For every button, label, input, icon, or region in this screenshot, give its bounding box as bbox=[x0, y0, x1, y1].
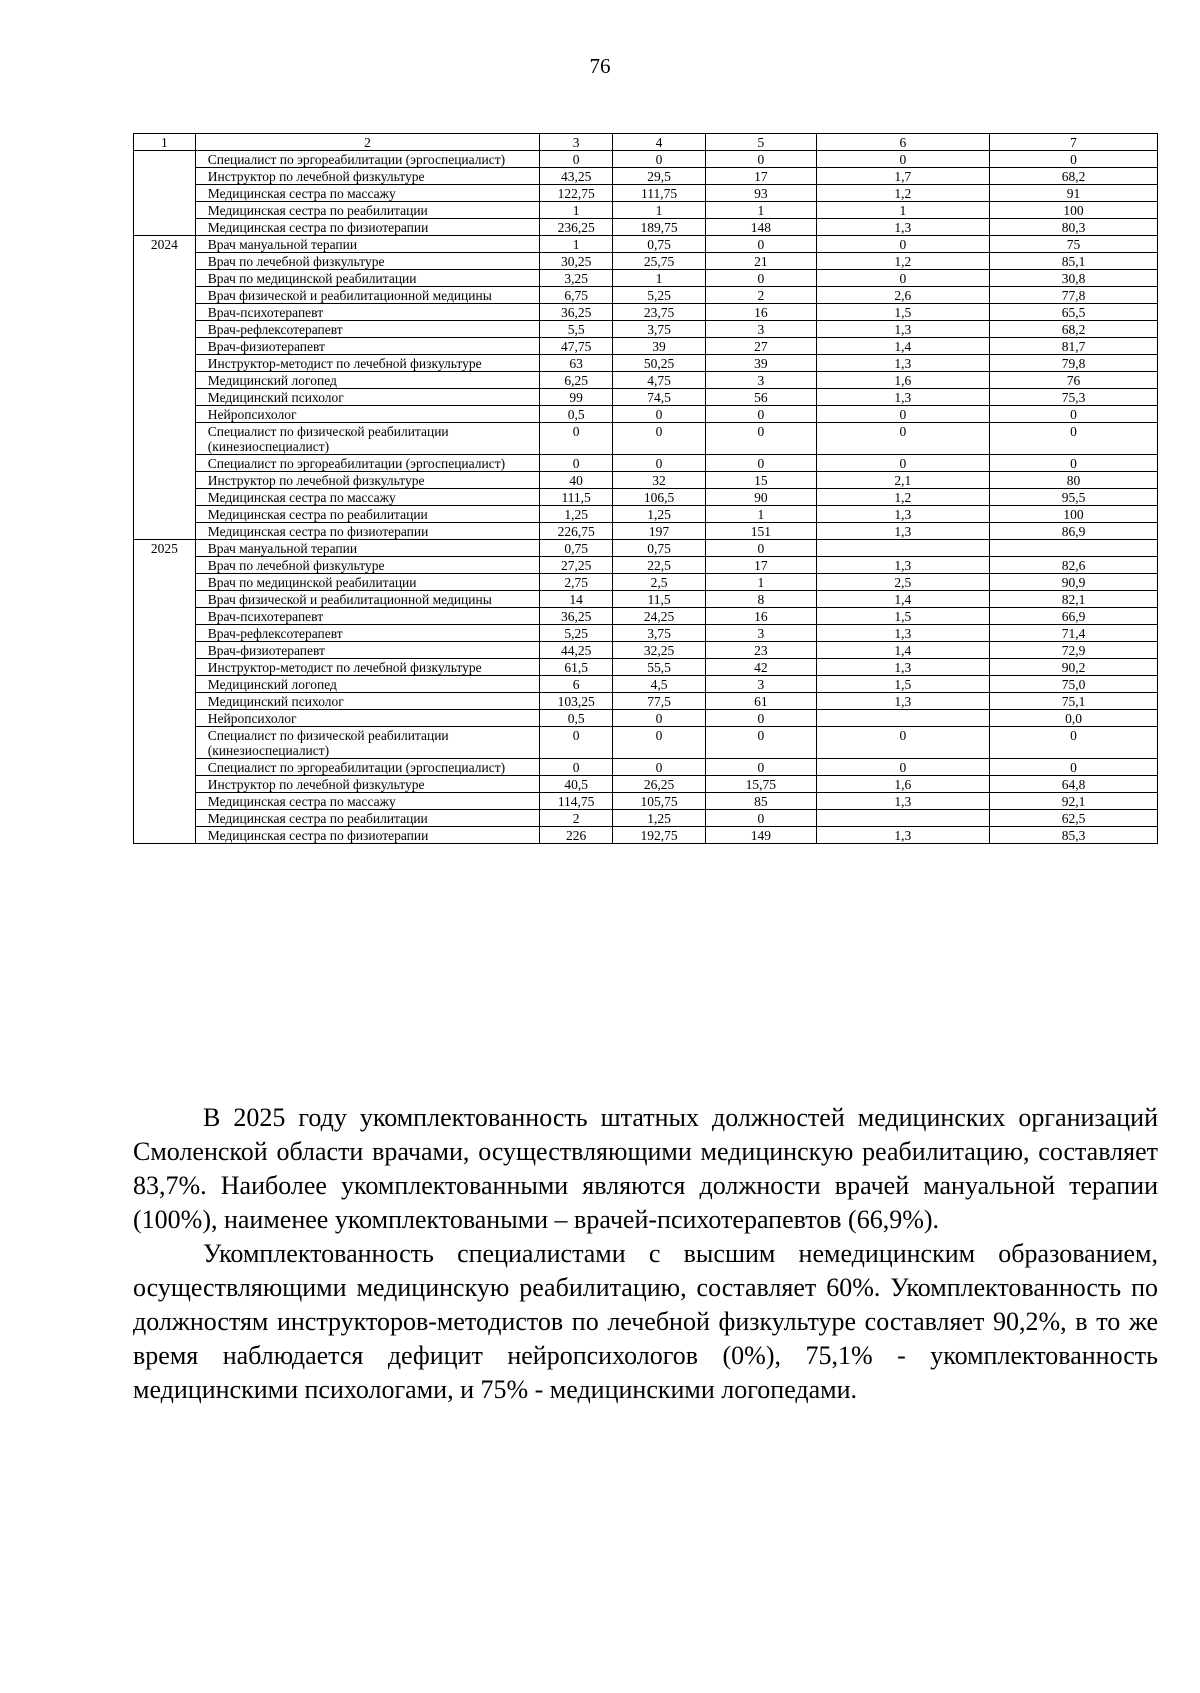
table-row bbox=[134, 642, 1158, 659]
value-cell: 24,25 bbox=[612, 608, 705, 625]
position-name-cell: Врач мануальной терапии bbox=[195, 236, 540, 253]
position-name-cell: Инструктор по лечебной физкультуре bbox=[195, 472, 540, 489]
year-cell: 2024 bbox=[134, 236, 196, 540]
value-cell: 0,0 bbox=[990, 710, 1158, 727]
table-row bbox=[134, 423, 1158, 455]
value-cell: 0 bbox=[706, 151, 817, 168]
column-header: 7 bbox=[990, 134, 1158, 151]
value-cell: 3,75 bbox=[612, 321, 705, 338]
position-name-cell: Врач мануальной терапии bbox=[195, 540, 540, 557]
value-cell: 1,6 bbox=[816, 372, 989, 389]
table-row bbox=[134, 472, 1158, 489]
value-cell: 22,5 bbox=[612, 557, 705, 574]
value-cell: 63 bbox=[540, 355, 613, 372]
value-cell: 1 bbox=[540, 236, 613, 253]
value-cell: 0 bbox=[540, 455, 613, 472]
table-row bbox=[134, 389, 1158, 406]
position-name-cell: Медицинская сестра по реабилитации bbox=[195, 202, 540, 219]
value-cell: 0 bbox=[816, 270, 989, 287]
value-cell: 39 bbox=[706, 355, 817, 372]
value-cell: 1,5 bbox=[816, 608, 989, 625]
column-header: 5 bbox=[706, 134, 817, 151]
value-cell: 0 bbox=[612, 455, 705, 472]
value-cell: 21 bbox=[706, 253, 817, 270]
value-cell: 1 bbox=[612, 270, 705, 287]
value-cell: 114,75 bbox=[540, 793, 613, 810]
value-cell: 26,25 bbox=[612, 776, 705, 793]
table-row bbox=[134, 676, 1158, 693]
body-text bbox=[133, 1101, 1158, 1407]
value-cell: 0 bbox=[706, 455, 817, 472]
value-cell: 1,25 bbox=[540, 506, 613, 523]
value-cell: 50,25 bbox=[612, 355, 705, 372]
value-cell: 226 bbox=[540, 827, 613, 844]
value-cell: 0 bbox=[706, 406, 817, 423]
value-cell: 56 bbox=[706, 389, 817, 406]
value-cell: 1,25 bbox=[612, 506, 705, 523]
value-cell: 85,3 bbox=[990, 827, 1158, 844]
value-cell: 0 bbox=[612, 727, 705, 759]
value-cell: 62,5 bbox=[990, 810, 1158, 827]
position-name-cell: Медицинская сестра по массажу bbox=[195, 793, 540, 810]
position-name-cell: Инструктор-методист по лечебной физкультуре bbox=[195, 355, 540, 372]
value-cell: 17 bbox=[706, 557, 817, 574]
value-cell: 95,5 bbox=[990, 489, 1158, 506]
value-cell: 236,25 bbox=[540, 219, 613, 236]
value-cell: 1,6 bbox=[816, 776, 989, 793]
table-row bbox=[134, 270, 1158, 287]
position-name-cell: Медицинская сестра по физиотерапии bbox=[195, 827, 540, 844]
value-cell: 1,3 bbox=[816, 625, 989, 642]
value-cell: 1,7 bbox=[816, 168, 989, 185]
value-cell: 189,75 bbox=[612, 219, 705, 236]
value-cell: 90 bbox=[706, 489, 817, 506]
value-cell: 44,25 bbox=[540, 642, 613, 659]
column-header: 4 bbox=[612, 134, 705, 151]
value-cell: 61,5 bbox=[540, 659, 613, 676]
column-header: 1 bbox=[134, 134, 196, 151]
value-cell: 0,75 bbox=[612, 540, 705, 557]
position-name-cell: Врач-рефлексотерапевт bbox=[195, 321, 540, 338]
value-cell: 80,3 bbox=[990, 219, 1158, 236]
value-cell: 0,5 bbox=[540, 710, 613, 727]
value-cell: 111,5 bbox=[540, 489, 613, 506]
value-cell: 111,75 bbox=[612, 185, 705, 202]
table-row bbox=[134, 810, 1158, 827]
value-cell: 0 bbox=[540, 151, 613, 168]
value-cell: 1,3 bbox=[816, 389, 989, 406]
value-cell: 1,2 bbox=[816, 253, 989, 270]
position-name-cell: Медицинский психолог bbox=[195, 693, 540, 710]
position-name-cell: Медицинская сестра по массажу bbox=[195, 185, 540, 202]
value-cell: 1,3 bbox=[816, 219, 989, 236]
value-cell: 36,25 bbox=[540, 304, 613, 321]
table-row bbox=[134, 253, 1158, 270]
table-row bbox=[134, 557, 1158, 574]
table-row bbox=[134, 455, 1158, 472]
value-cell: 74,5 bbox=[612, 389, 705, 406]
position-name-cell: Врач-физиотерапевт bbox=[195, 338, 540, 355]
table-row bbox=[134, 202, 1158, 219]
position-name-cell: Врач-рефлексотерапевт bbox=[195, 625, 540, 642]
table-row bbox=[134, 608, 1158, 625]
value-cell: 0 bbox=[706, 759, 817, 776]
column-header: 3 bbox=[540, 134, 613, 151]
position-name-cell: Специалист по физической реабилитации (кинезиоспециалист) bbox=[195, 727, 540, 759]
table-row bbox=[134, 574, 1158, 591]
value-cell: 1,4 bbox=[816, 591, 989, 608]
value-cell: 40,5 bbox=[540, 776, 613, 793]
position-name-cell: Врач по медицинской реабилитации bbox=[195, 574, 540, 591]
value-cell bbox=[990, 540, 1158, 557]
value-cell: 5,25 bbox=[540, 625, 613, 642]
value-cell: 149 bbox=[706, 827, 817, 844]
value-cell: 32,25 bbox=[612, 642, 705, 659]
value-cell: 0 bbox=[612, 710, 705, 727]
value-cell: 91 bbox=[990, 185, 1158, 202]
value-cell: 0 bbox=[990, 727, 1158, 759]
value-cell: 2 bbox=[706, 287, 817, 304]
value-cell: 1,3 bbox=[816, 659, 989, 676]
value-cell: 90,9 bbox=[990, 574, 1158, 591]
position-name-cell: Медицинская сестра по физиотерапии bbox=[195, 219, 540, 236]
value-cell: 103,25 bbox=[540, 693, 613, 710]
value-cell: 2,5 bbox=[816, 574, 989, 591]
value-cell: 0 bbox=[816, 423, 989, 455]
value-cell: 0 bbox=[706, 710, 817, 727]
value-cell: 1,3 bbox=[816, 523, 989, 540]
position-name-cell: Врач по лечебной физкультуре bbox=[195, 253, 540, 270]
table-row bbox=[134, 659, 1158, 676]
value-cell: 16 bbox=[706, 304, 817, 321]
value-cell: 1 bbox=[706, 574, 817, 591]
value-cell: 66,9 bbox=[990, 608, 1158, 625]
table-row bbox=[134, 489, 1158, 506]
table-row bbox=[134, 506, 1158, 523]
value-cell: 197 bbox=[612, 523, 705, 540]
page-number: 76 bbox=[589, 54, 611, 78]
value-cell: 0 bbox=[706, 270, 817, 287]
position-name-cell: Медицинская сестра по реабилитации bbox=[195, 810, 540, 827]
value-cell: 36,25 bbox=[540, 608, 613, 625]
value-cell: 1 bbox=[706, 202, 817, 219]
position-name-cell: Инструктор-методист по лечебной физкультуре bbox=[195, 659, 540, 676]
table-row bbox=[134, 287, 1158, 304]
value-cell: 6,75 bbox=[540, 287, 613, 304]
value-cell: 1,2 bbox=[816, 489, 989, 506]
value-cell: 1,3 bbox=[816, 793, 989, 810]
value-cell: 79,8 bbox=[990, 355, 1158, 372]
value-cell: 192,75 bbox=[612, 827, 705, 844]
position-name-cell: Медицинская сестра по массажу bbox=[195, 489, 540, 506]
value-cell: 14 bbox=[540, 591, 613, 608]
position-name-cell: Нейропсихолог bbox=[195, 406, 540, 423]
value-cell: 3 bbox=[706, 321, 817, 338]
value-cell: 5,5 bbox=[540, 321, 613, 338]
value-cell: 226,75 bbox=[540, 523, 613, 540]
value-cell: 93 bbox=[706, 185, 817, 202]
value-cell: 0 bbox=[816, 759, 989, 776]
value-cell: 2 bbox=[540, 810, 613, 827]
value-cell: 1,3 bbox=[816, 355, 989, 372]
value-cell: 64,8 bbox=[990, 776, 1158, 793]
table-row bbox=[134, 372, 1158, 389]
table-row bbox=[134, 793, 1158, 810]
value-cell: 1 bbox=[816, 202, 989, 219]
value-cell: 55,5 bbox=[612, 659, 705, 676]
value-cell: 16 bbox=[706, 608, 817, 625]
table-row bbox=[134, 759, 1158, 776]
value-cell: 47,75 bbox=[540, 338, 613, 355]
value-cell: 0 bbox=[540, 759, 613, 776]
staffing-table bbox=[133, 133, 1158, 844]
value-cell: 1,3 bbox=[816, 557, 989, 574]
position-name-cell: Врач-психотерапевт bbox=[195, 608, 540, 625]
value-cell: 2,6 bbox=[816, 287, 989, 304]
value-cell: 81,7 bbox=[990, 338, 1158, 355]
value-cell: 151 bbox=[706, 523, 817, 540]
value-cell: 106,5 bbox=[612, 489, 705, 506]
value-cell: 2,1 bbox=[816, 472, 989, 489]
value-cell: 75,1 bbox=[990, 693, 1158, 710]
value-cell: 1,3 bbox=[816, 693, 989, 710]
value-cell: 0 bbox=[990, 406, 1158, 423]
value-cell: 77,5 bbox=[612, 693, 705, 710]
value-cell: 39 bbox=[612, 338, 705, 355]
value-cell: 1,3 bbox=[816, 321, 989, 338]
value-cell: 1 bbox=[540, 202, 613, 219]
position-name-cell: Медицинский психолог bbox=[195, 389, 540, 406]
value-cell: 100 bbox=[990, 202, 1158, 219]
year-cell bbox=[134, 151, 196, 236]
table-row bbox=[134, 355, 1158, 372]
value-cell: 25,75 bbox=[612, 253, 705, 270]
table-row bbox=[134, 591, 1158, 608]
value-cell: 0,5 bbox=[540, 406, 613, 423]
value-cell: 71,4 bbox=[990, 625, 1158, 642]
value-cell: 80 bbox=[990, 472, 1158, 489]
value-cell: 0 bbox=[816, 236, 989, 253]
table-row bbox=[134, 827, 1158, 844]
paragraph: Укомплектованность специалистами с высшим немедицинским образованием, осуществляющими медицинскую реабилитацию, составляет 60%. Укомплектованность по должностям инструкторов-методистов по лечебной физкультуре составляет 90,2%, в то же время наблюдается дефицит нейропсихологов (0%), 75,1% - укомплектованность медицинскими психологами, и 75% - медицинскими логопедами. bbox=[133, 1239, 1158, 1404]
value-cell: 85,1 bbox=[990, 253, 1158, 270]
value-cell: 3 bbox=[706, 625, 817, 642]
position-name-cell: Инструктор по лечебной физкультуре bbox=[195, 776, 540, 793]
table-row bbox=[134, 304, 1158, 321]
table-row bbox=[134, 727, 1158, 759]
value-cell: 0 bbox=[706, 727, 817, 759]
value-cell: 86,9 bbox=[990, 523, 1158, 540]
table-row bbox=[134, 185, 1158, 202]
value-cell: 0 bbox=[816, 406, 989, 423]
table-row bbox=[134, 151, 1158, 168]
value-cell bbox=[816, 540, 989, 557]
table-header-row bbox=[134, 134, 1158, 151]
value-cell: 30,25 bbox=[540, 253, 613, 270]
value-cell: 1,4 bbox=[816, 338, 989, 355]
value-cell: 3 bbox=[706, 372, 817, 389]
value-cell: 15 bbox=[706, 472, 817, 489]
value-cell: 30,8 bbox=[990, 270, 1158, 287]
value-cell: 76 bbox=[990, 372, 1158, 389]
position-name-cell: Нейропсихолог bbox=[195, 710, 540, 727]
value-cell: 11,5 bbox=[612, 591, 705, 608]
value-cell: 0,75 bbox=[612, 236, 705, 253]
value-cell: 1,3 bbox=[816, 506, 989, 523]
value-cell: 0 bbox=[540, 727, 613, 759]
value-cell: 6 bbox=[540, 676, 613, 693]
value-cell: 0 bbox=[612, 759, 705, 776]
value-cell: 32 bbox=[612, 472, 705, 489]
value-cell: 99 bbox=[540, 389, 613, 406]
value-cell: 1 bbox=[706, 506, 817, 523]
value-cell: 42 bbox=[706, 659, 817, 676]
table-row bbox=[134, 168, 1158, 185]
value-cell: 90,2 bbox=[990, 659, 1158, 676]
value-cell: 4,5 bbox=[612, 676, 705, 693]
value-cell: 1,4 bbox=[816, 642, 989, 659]
position-name-cell: Врач-психотерапевт bbox=[195, 304, 540, 321]
value-cell: 85 bbox=[706, 793, 817, 810]
value-cell: 0 bbox=[612, 151, 705, 168]
table-row bbox=[134, 523, 1158, 540]
position-name-cell: Специалист по эргореабилитации (эргоспециалист) bbox=[195, 759, 540, 776]
value-cell: 122,75 bbox=[540, 185, 613, 202]
value-cell: 0 bbox=[540, 423, 613, 455]
position-name-cell: Медицинский логопед bbox=[195, 372, 540, 389]
value-cell bbox=[816, 710, 989, 727]
value-cell bbox=[816, 810, 989, 827]
value-cell: 0 bbox=[990, 151, 1158, 168]
value-cell: 3,25 bbox=[540, 270, 613, 287]
value-cell: 3,75 bbox=[612, 625, 705, 642]
value-cell: 68,2 bbox=[990, 321, 1158, 338]
position-name-cell: Врач-физиотерапевт bbox=[195, 642, 540, 659]
value-cell: 8 bbox=[706, 591, 817, 608]
value-cell: 0 bbox=[990, 423, 1158, 455]
value-cell: 27 bbox=[706, 338, 817, 355]
value-cell: 0 bbox=[816, 455, 989, 472]
value-cell: 0 bbox=[612, 406, 705, 423]
table-row bbox=[134, 693, 1158, 710]
table-row bbox=[134, 321, 1158, 338]
value-cell: 1,5 bbox=[816, 676, 989, 693]
value-cell: 0 bbox=[816, 727, 989, 759]
position-name-cell: Медицинская сестра по реабилитации bbox=[195, 506, 540, 523]
paragraph: В 2025 году укомплектованность штатных должностей медицинских организаций Смоленской области врачами, осуществляющими медицинскую реабилитацию, составляет 83,7%. Наиболее укомплектованными являются должности врачей мануальной терапии (100%), наименее укомплектоваными – врачей-психотерапевтов (66,9%). bbox=[133, 1103, 1158, 1234]
value-cell: 75,3 bbox=[990, 389, 1158, 406]
value-cell: 75 bbox=[990, 236, 1158, 253]
table-row bbox=[134, 219, 1158, 236]
value-cell: 6,25 bbox=[540, 372, 613, 389]
position-name-cell: Медицинская сестра по физиотерапии bbox=[195, 523, 540, 540]
position-name-cell: Специалист по эргореабилитации (эргоспециалист) bbox=[195, 455, 540, 472]
year-cell: 2025 bbox=[134, 540, 196, 844]
value-cell: 2,5 bbox=[612, 574, 705, 591]
value-cell: 82,1 bbox=[990, 591, 1158, 608]
value-cell: 82,6 bbox=[990, 557, 1158, 574]
value-cell: 5,25 bbox=[612, 287, 705, 304]
value-cell: 27,25 bbox=[540, 557, 613, 574]
value-cell: 1,5 bbox=[816, 304, 989, 321]
position-name-cell: Врач физической и реабилитационной медицины bbox=[195, 287, 540, 304]
value-cell: 17 bbox=[706, 168, 817, 185]
value-cell: 68,2 bbox=[990, 168, 1158, 185]
value-cell: 15,75 bbox=[706, 776, 817, 793]
value-cell: 1,25 bbox=[612, 810, 705, 827]
column-header: 2 bbox=[195, 134, 540, 151]
table-row bbox=[134, 776, 1158, 793]
value-cell: 2,75 bbox=[540, 574, 613, 591]
table-row bbox=[134, 540, 1158, 557]
value-cell: 0 bbox=[706, 810, 817, 827]
value-cell: 0 bbox=[706, 540, 817, 557]
position-name-cell: Инструктор по лечебной физкультуре bbox=[195, 168, 540, 185]
value-cell: 0 bbox=[990, 759, 1158, 776]
value-cell: 29,5 bbox=[612, 168, 705, 185]
value-cell: 43,25 bbox=[540, 168, 613, 185]
position-name-cell: Специалист по физической реабилитации (кинезиоспециалист) bbox=[195, 423, 540, 455]
value-cell: 23 bbox=[706, 642, 817, 659]
value-cell: 40 bbox=[540, 472, 613, 489]
value-cell: 0 bbox=[612, 423, 705, 455]
value-cell: 1,3 bbox=[816, 827, 989, 844]
table-row bbox=[134, 710, 1158, 727]
position-name-cell: Медицинский логопед bbox=[195, 676, 540, 693]
value-cell: 77,8 bbox=[990, 287, 1158, 304]
value-cell: 105,75 bbox=[612, 793, 705, 810]
table-row bbox=[134, 625, 1158, 642]
column-header: 6 bbox=[816, 134, 989, 151]
value-cell: 4,75 bbox=[612, 372, 705, 389]
value-cell: 23,75 bbox=[612, 304, 705, 321]
value-cell: 61 bbox=[706, 693, 817, 710]
value-cell: 1,2 bbox=[816, 185, 989, 202]
value-cell: 0,75 bbox=[540, 540, 613, 557]
value-cell: 75,0 bbox=[990, 676, 1158, 693]
value-cell: 92,1 bbox=[990, 793, 1158, 810]
value-cell: 65,5 bbox=[990, 304, 1158, 321]
table-row bbox=[134, 406, 1158, 423]
position-name-cell: Врач физической и реабилитационной медицины bbox=[195, 591, 540, 608]
position-name-cell: Врач по лечебной физкультуре bbox=[195, 557, 540, 574]
value-cell: 100 bbox=[990, 506, 1158, 523]
value-cell: 0 bbox=[990, 455, 1158, 472]
value-cell: 1 bbox=[612, 202, 705, 219]
table-row bbox=[134, 338, 1158, 355]
value-cell: 0 bbox=[706, 423, 817, 455]
value-cell: 0 bbox=[706, 236, 817, 253]
value-cell: 0 bbox=[816, 151, 989, 168]
position-name-cell: Врач по медицинской реабилитации bbox=[195, 270, 540, 287]
value-cell: 72,9 bbox=[990, 642, 1158, 659]
position-name-cell: Специалист по эргореабилитации (эргоспециалист) bbox=[195, 151, 540, 168]
value-cell: 3 bbox=[706, 676, 817, 693]
value-cell: 148 bbox=[706, 219, 817, 236]
table-row bbox=[134, 236, 1158, 253]
